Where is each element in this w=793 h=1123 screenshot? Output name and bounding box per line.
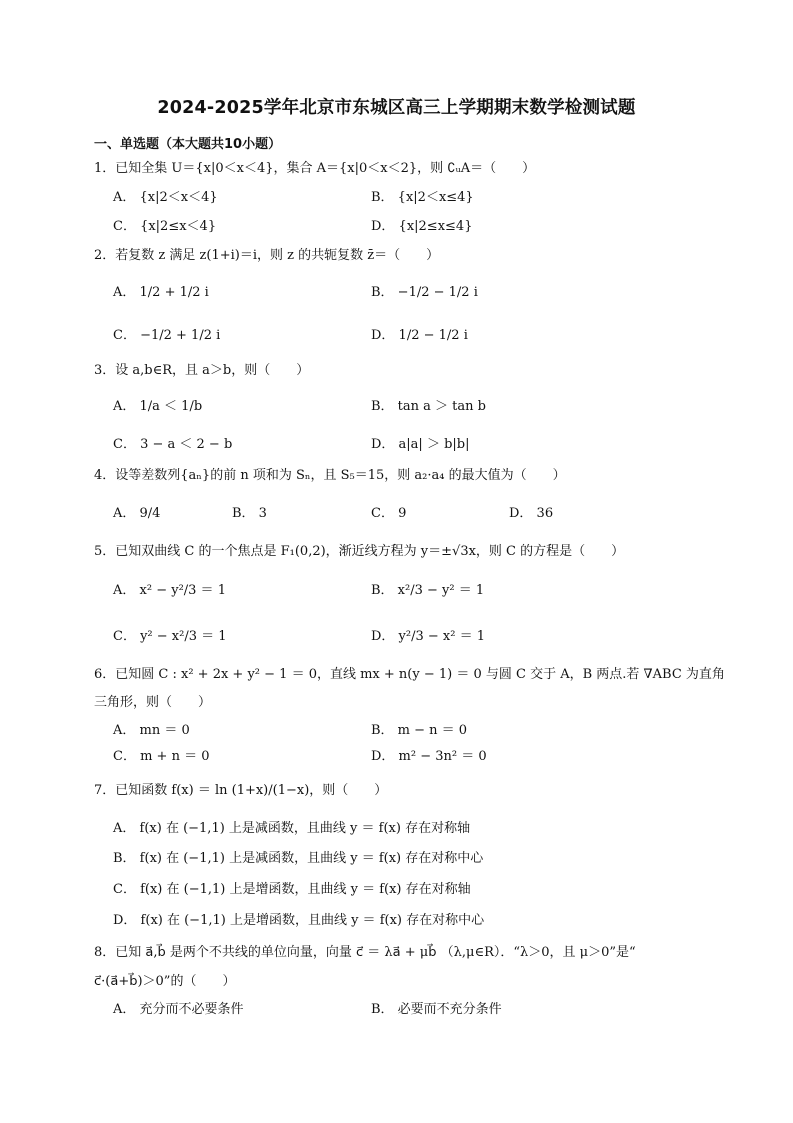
question-8-stem: 8．已知 a⃗,b⃗ 是两个不共线的单位向量，向量 c⃗ ＝ λa⃗ + μb⃗ （λ,μ∈R）．“λ＞0，且 μ＞0”是“ [94, 945, 636, 960]
question-3-option-a: A． 1/a ＜ 1/b [113, 399, 203, 414]
question-1-option-d: D． {x|2≤x≤4} [371, 219, 473, 234]
question-6-option-b: B． m − n ＝ 0 [371, 723, 468, 738]
question-1-stem: 1．已知全集 U＝{x|0＜x＜4}，集合 A＝{x|0＜x＜2}，则 ∁ᵤA＝（ ） [94, 161, 536, 176]
question-4-option-b: B． 3 [232, 506, 267, 521]
question-8-option-b: B． 必要而不充分条件 [371, 1002, 502, 1017]
question-6-option-c: C． m + n ＝ 0 [113, 749, 210, 764]
question-1-option-a: A． {x|2＜x＜4} [113, 190, 218, 205]
question-4-option-c: C． 9 [371, 506, 407, 521]
question-6-stem-cont: 三角形，则（ ） [94, 695, 212, 710]
question-5-option-d: D． y²/3 − x² ＝ 1 [371, 629, 485, 644]
question-7-option-d: D． f(x) 在 (−1,1) 上是增函数，且曲线 y ＝ f(x) 存在对称中心 [113, 913, 485, 928]
question-5-option-a: A． x² − y²/3 ＝ 1 [113, 583, 226, 598]
question-8-stem-cont: c⃗·(a⃗+b⃗)＞0”的（ ） [94, 974, 236, 989]
question-7-option-b: B． f(x) 在 (−1,1) 上是减函数，且曲线 y ＝ f(x) 存在对称中心 [113, 851, 484, 866]
question-4-option-a: A． 9/4 [113, 506, 161, 521]
question-7-stem: 7．已知函数 f(x) ＝ ln (1+x)/(1−x)，则（ ） [94, 783, 388, 798]
question-2-stem: 2．若复数 z 满足 z(1+i)＝i，则 z 的共轭复数 z̄＝（ ） [94, 248, 440, 263]
question-5-stem: 5．已知双曲线 C 的一个焦点是 F₁(0,2)，渐近线方程为 y＝±√3x，则 C 的方程是（ ） [94, 544, 625, 559]
question-4-option-d: D． 36 [509, 506, 554, 521]
question-2-option-d: D． 1/2 − 1/2 i [371, 328, 468, 343]
question-4-stem: 4．设等差数列{aₙ}的前 n 项和为 Sₙ，且 S₅＝15，则 a₂·a₄ 的最大值为（ ） [94, 468, 566, 483]
question-2-option-c: C． −1/2 + 1/2 i [113, 328, 221, 343]
question-5-option-c: C． y² − x²/3 ＝ 1 [113, 629, 227, 644]
question-8-option-a: A． 充分而不必要条件 [113, 1002, 244, 1017]
question-6-option-a: A． mn ＝ 0 [113, 723, 190, 738]
question-3-option-c: C． 3 − a ＜ 2 − b [113, 437, 233, 452]
question-2-option-b: B． −1/2 − 1/2 i [371, 285, 478, 300]
question-3-option-d: D． a|a| ＞ b|b| [371, 437, 470, 452]
question-7-option-c: C． f(x) 在 (−1,1) 上是增函数，且曲线 y ＝ f(x) 存在对称轴 [113, 882, 471, 897]
question-3-option-b: B． tan a ＞ tan b [371, 399, 486, 414]
page-title: 2024-2025学年北京市东城区高三上学期期末数学检测试题 [157, 98, 636, 118]
question-7-option-a: A． f(x) 在 (−1,1) 上是减函数，且曲线 y ＝ f(x) 存在对称轴 [113, 821, 471, 836]
question-6-stem: 6．已知圆 C : x² + 2x + y² − 1 ＝ 0，直线 mx + n(y − 1) ＝ 0 与圆 C 交于 A，B 两点.若 ∇ABC 为直角 [94, 667, 725, 682]
question-3-stem: 3．设 a,b∈R，且 a＞b，则（ ） [94, 363, 310, 378]
question-6-option-d: D． m² − 3n² ＝ 0 [371, 749, 487, 764]
question-1-option-c: C． {x|2≤x＜4} [113, 219, 217, 234]
question-5-option-b: B． x²/3 − y² ＝ 1 [371, 583, 485, 598]
section-heading: 一、单选题（本大题共10小题） [94, 137, 282, 152]
question-2-option-a: A． 1/2 + 1/2 i [113, 285, 209, 300]
question-1-option-b: B． {x|2＜x≤4} [371, 190, 474, 205]
